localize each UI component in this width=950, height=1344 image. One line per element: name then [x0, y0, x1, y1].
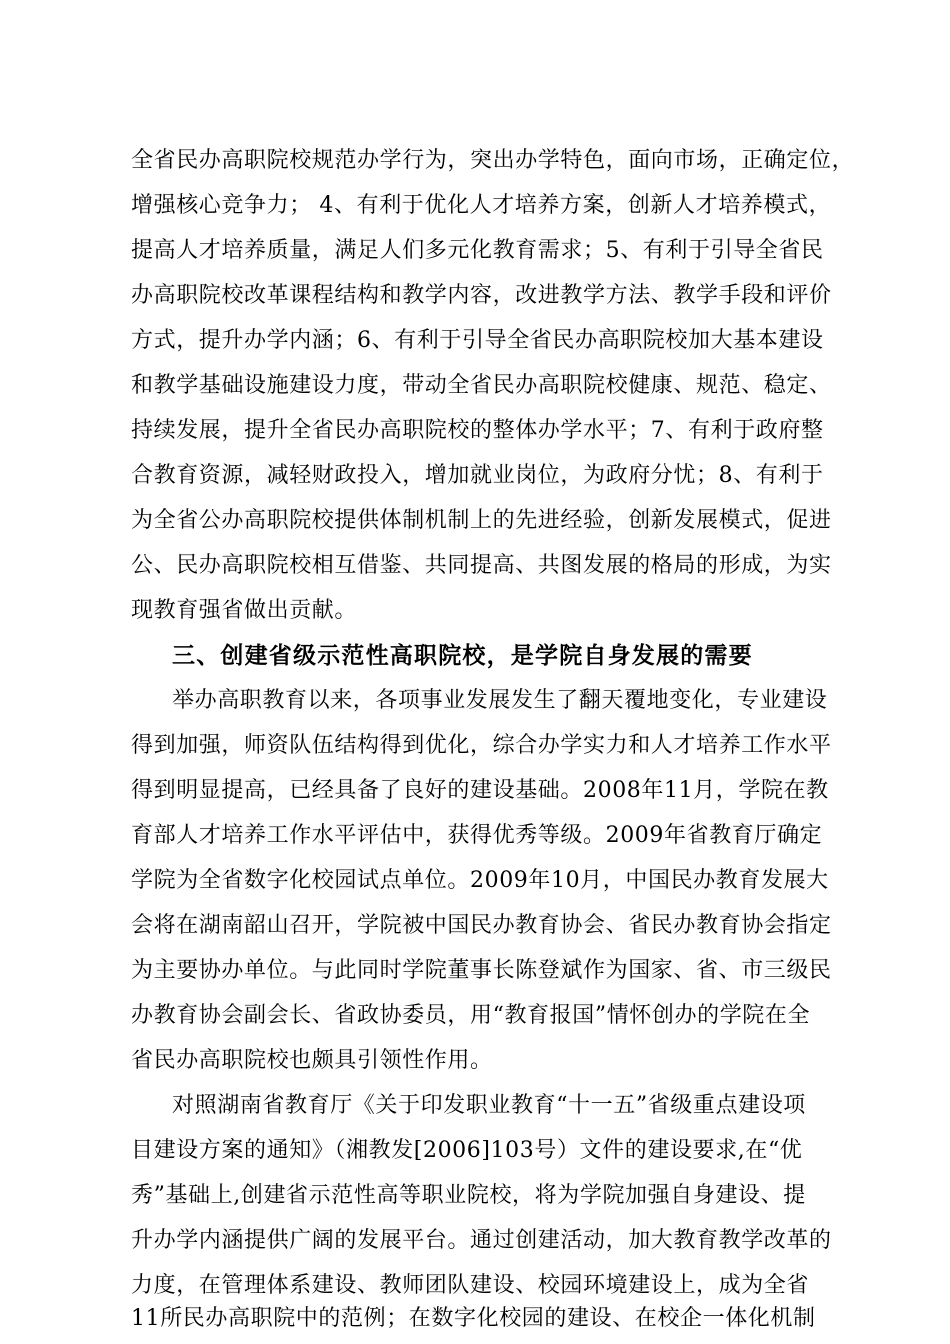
paragraph-line: 方式，提升办学内涵；6、有利于引导全省民办高职院校加大基本建设 — [131, 328, 824, 353]
paragraph-line: 持续发展，提升全省民办高职院校的整体办学水平；7、有利于政府整 — [131, 418, 824, 443]
paragraph-line: 公、民办高职院校相互借鉴、共同提高、共图发展的格局的形成，为实 — [131, 553, 832, 578]
paragraph-line: 力度，在管理体系建设、教师团队建设、校园环境建设上，成为全省 — [131, 1273, 810, 1298]
paragraph-line: 和教学基础设施建设力度，带动全省民办高职院校健康、规范、稳定、 — [131, 373, 832, 398]
paragraph-line: 省民办高职院校也颇具引领性作用。 — [131, 1048, 493, 1073]
paragraph-line: 办高职院校改革课程结构和教学内容，改进教学方法、教学手段和评价 — [131, 283, 832, 308]
paragraph-line: 为主要协办单位。与此同时学院董事长陈登斌作为国家、省、市三级民 — [131, 958, 832, 983]
paragraph-line: 合教育资源，减轻财政投入，增加就业岗位，为政府分忧；8、有利于 — [131, 463, 824, 488]
paragraph-line: 会将在湖南韶山召开，学院被中国民办教育协会、省民办教育协会指定 — [131, 913, 832, 938]
paragraph-line: 秀”基础上,创建省示范性高等职业院校，将为学院加强自身建设、提 — [131, 1183, 806, 1208]
paragraph-line: 为全省公办高职院校提供体制机制上的先进经验，创新发展模式，促进 — [131, 508, 832, 533]
paragraph-line: 得到明显提高，已经具备了良好的建设基础。2008年11月，学院在教 — [131, 778, 829, 803]
paragraph-line: 办教育协会副会长、省政协委员，用“教育报国”情怀创办的学院在全 — [131, 1003, 811, 1028]
paragraph-line: 得到加强，师资队伍结构得到优化，综合办学实力和人才培养工作水平 — [131, 733, 832, 758]
paragraph-line: 目建设方案的通知》（湘教发[2006]103号）文件的建设要求,在“优 — [131, 1138, 803, 1163]
paragraph-line: 现教育强省做出贡献。 — [131, 598, 358, 623]
section-heading: 三、创建省级示范性高职院校，是学院自身发展的需要 — [172, 643, 753, 669]
paragraph-line: 提高人才培养质量，满足人们多元化教育需求；5、有利于引导全省民 — [131, 238, 824, 263]
paragraph-line: 全省民办高职院校规范办学行为，突出办学特色，面向市场，正确定位， — [131, 148, 855, 173]
paragraph-line: 育部人才培养工作水平评估中，获得优秀等级。2009年省教育厅确定 — [131, 823, 823, 848]
paragraph-line: 学院为全省数字化校园试点单位。2009年10月，中国民办教育发展大 — [131, 868, 829, 893]
paragraph-line: 举办高职教育以来，各项事业发展发生了翻天覆地变化，专业建设 — [172, 688, 828, 713]
paragraph-line: 对照湖南省教育厅《关于印发职业教育“十一五”省级重点建设项 — [172, 1093, 806, 1118]
paragraph-line: 11所民办高职院中的范例；在数字化校园的建设、在校企一体化机制 — [131, 1306, 816, 1331]
paragraph-line: 增强核心竞争力； 4、有利于优化人才培养方案，创新人才培养模式， — [131, 193, 832, 218]
paragraph-line: 升办学内涵提供广阔的发展平台。通过创建活动，加大教育教学改革的 — [131, 1228, 832, 1253]
